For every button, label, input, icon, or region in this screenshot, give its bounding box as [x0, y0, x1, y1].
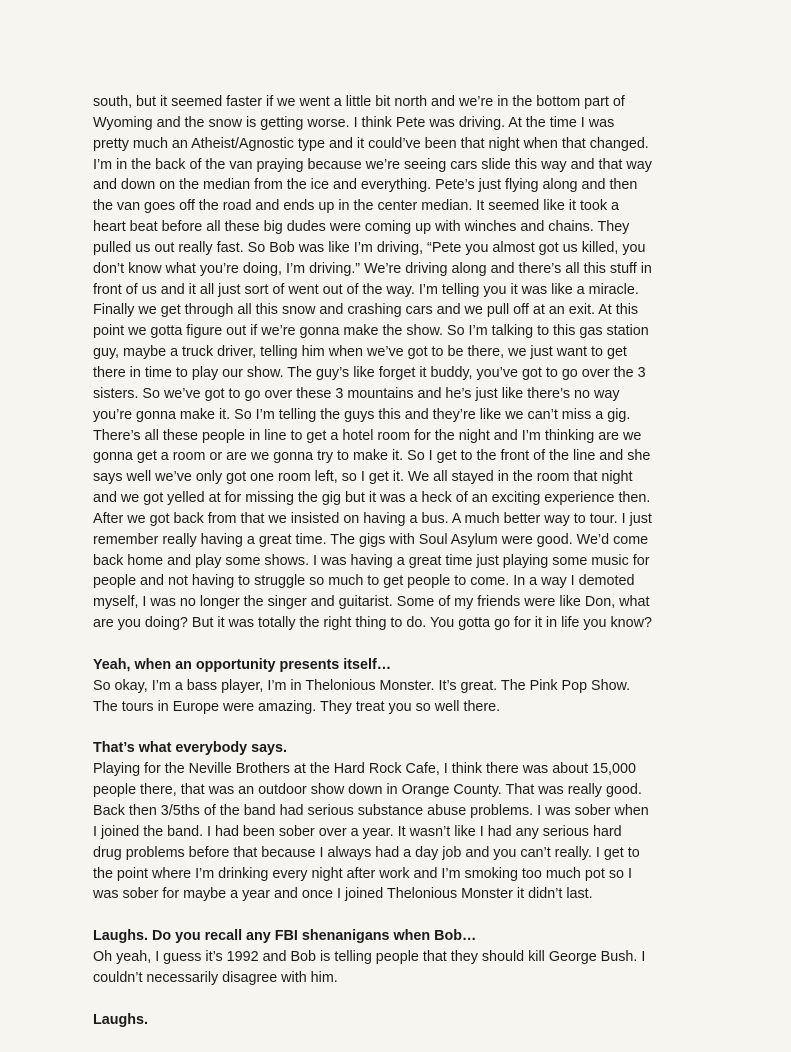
qa-section-fbi [93, 926, 707, 989]
question-lead: Laughs [93, 928, 145, 945]
question-separator: . [144, 928, 152, 945]
interviewer-question: Laughs. [93, 1011, 148, 1028]
question-text: Do you recall any FBI shenanigans when Bob… [152, 928, 477, 945]
interviewee-answer: So okay, I’m a bass player, I’m in Thelonious Monster. It’s great. The Pink Pop Show. The tours in Europe were amazing. They treat you so well there. [93, 677, 631, 715]
interviewee-answer: Playing for the Neville Brothers at the Hard Rock Cafe, I think there was about 15,000 people there, that was an outdoor show down in Orange County. That was really good. Back then 3/5ths of the band had serious substance abuse problems. I was sober when I joined the band. I had been sober over a year. It wasn’t like I had any serious hard drug problems before that because I always had a day job and you can’t really. I get to the point where I’m drinking every night after work and I’m smoking too much pot so I was sober for maybe a year and once I joined Thelonious Monster it didn’t last. [93, 761, 649, 903]
interviewer-question: That’s what everybody says. [93, 740, 287, 757]
intro-block [93, 92, 707, 634]
interviewee-answer: Oh yeah, I guess it’s 1992 and Bob is telling people that they should kill George Bush. I couldn’t necessarily disagree with him. [93, 949, 646, 986]
qa-section-everybody-says [93, 738, 707, 905]
qa-section-opportunity [93, 655, 707, 718]
interview-page [93, 92, 707, 1052]
intro-paragraph: south, but it seemed faster if we went a little bit north and we’re in the bottom part of Wyoming and the snow is getting worse. I think Pete was driving. At the time I was pretty much an Atheist/Agnostic type and it could’ve been that night when that changed. I’m in the back of the van praying because we’re seeing cars slide this way and that way and down on the median from the ice and everything. Pete’s just flying along and then the van goes off the road and ends up in the center median. It seemed like it took a heart beat before all these big dudes were coming up with winches and chains. They pulled us out really fast. So Bob was like I’m driving, “Pete you almost got us killed, you don’t know what you’re doing, I’m driving.” We’re driving along and there’s all this stuff in front of us and it all just sort of went out of the way. I’m telling you it was like a miracle. Finally we get through all this snow and crashing cars and we pull off at an exit. At this point we gotta figure out if we’re gonna make the show. So I’m talking to this gas station guy, maybe a truck driver, telling him when we’ve got to be there, we just want to get there in time to play our show. The guy’s like forget it buddy, you’ve got to go over the 3 sisters. So we’ve got to go over these 3 mountains and he’s just like there’s no way you’re gonna make it. So I’m telling the guys this and they’re like we can’t miss a gig. There’s all these people in line to get a hotel room for the night and I’m thinking are we gonna get a room or are we gonna try to make it. So I get to the front of the line and she says well we’ve only got one room left, so I get it. We all stayed in the room that night and we got yelled at for missing the gig but it was a heck of an exciting experience then. After we got back from that we insisted on having a bus. A much better way to tour. I just remember really having a great time. The gigs with Soul Asylum were good. We’d come back home and play some shows. I was having a great time just playing some music for people and not having to struggle so much to get people to come. In a way I demoted myself, I was no longer the singer and guitarist. Some of my friends were like Don, what are you doing? But it was totally the right thing to do. You gotta go for it in life you know? [93, 94, 652, 632]
qa-section-laughs [93, 1010, 707, 1031]
interviewer-question: Yeah, when an opportunity presents itself… [93, 656, 392, 673]
interviewer-question [93, 926, 707, 947]
